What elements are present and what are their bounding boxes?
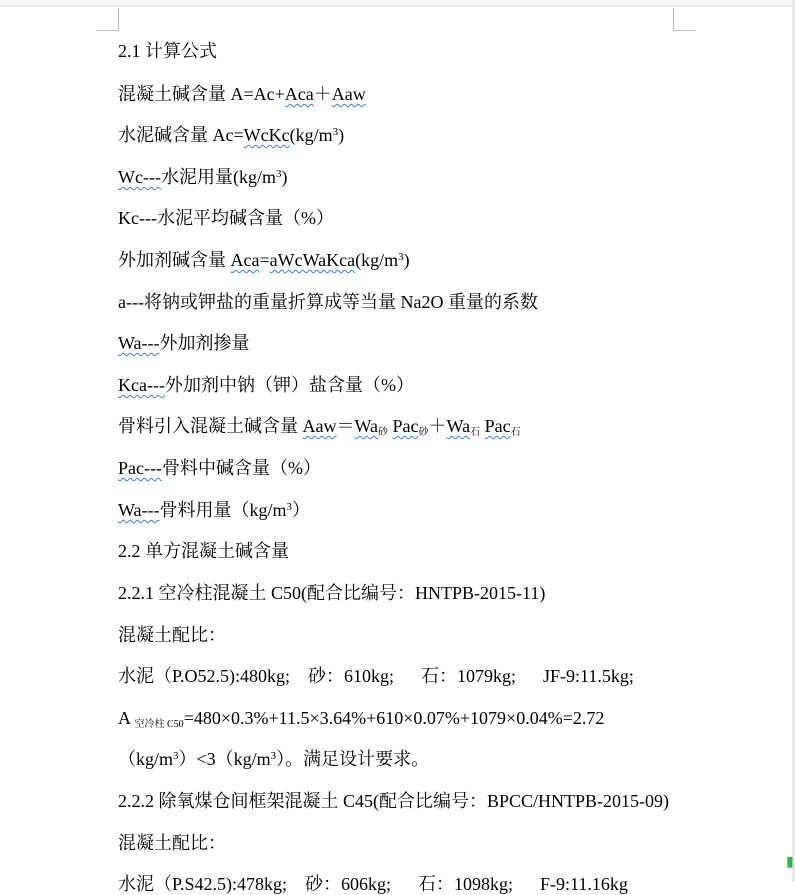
calc-c50-result: $(kg/m^3)<3(kg/m^3)$。满足设计要求。	[118, 749, 430, 769]
toolbar-strip	[0, 0, 795, 7]
calc-c50: A $_{空冷柱 C50}$=480×0.3%+11.5×3.64%+610×0.07%+1079×0.04%=2.72	[118, 708, 605, 730]
heading-2-2: 2.2 单方混凝土碱含量	[118, 541, 289, 561]
definition-kca: Kca---外加剂中钠（钾）盐含量（%）	[118, 375, 414, 395]
formula-cement-alkali: 水泥碱含量 $Ac=WcKc(kg/m^3)$	[118, 125, 345, 145]
mix-ratio-label: 混凝土配比：	[118, 625, 226, 645]
heading-2-2-2: 2.2.2 除氧煤仓间框架混凝土 C45(配合比编号：BPCC/HNTPB-2015-09)	[118, 791, 670, 811]
mix-ratio-c50: 水泥（P.O52.5):480kg; 砂：610kg; 石：1079kg; JF-9:11.5kg;	[118, 666, 634, 686]
margin-corner-mark	[673, 8, 696, 31]
heading-2-2-1: 2.2.1 空冷柱混凝土 C50(配合比编号：HNTPB-2015-11)	[118, 583, 546, 603]
mix-ratio-c45: 水泥（P.S42.5):478kg; 砂：606kg; 石：1098kg; F-9:11.16kg	[118, 874, 628, 894]
margin-corner-mark	[96, 8, 119, 31]
definition-pac: Pac---骨料中碱含量（%）	[118, 458, 321, 478]
formula-total-alkali: 混凝土碱含量 A=Ac+Aca＋Aaw	[118, 84, 366, 104]
formula-aggregate-alkali: 骨料引入混凝土碱含量 $Aaw=Wa_砂$ $Pac_砂+Wa_石$ Pac$_石$	[118, 416, 521, 438]
formula-admixture-alkali: 外加剂碱含量 $Aca=aWcWaKca(kg/m^3)$	[118, 250, 410, 270]
definition-a: a---将钠或钾盐的重量折算成等当量 Na2O 重量的系数	[118, 292, 538, 312]
heading-2-1: 2.1 计算公式	[118, 41, 217, 61]
definition-kc: Kc---水泥平均碱含量（%）	[118, 208, 334, 228]
definition-wa-aggregate: Wa---骨料用量$(kg/m^3)$	[118, 500, 311, 520]
edit-marker-icon: ▮	[786, 855, 794, 870]
mix-ratio-label-2: 混凝土配比：	[118, 833, 226, 853]
definition-wa: Wa---外加剂掺量	[118, 333, 250, 353]
definition-wc: Wc---水泥用量$(kg/m^3)$	[118, 167, 288, 187]
